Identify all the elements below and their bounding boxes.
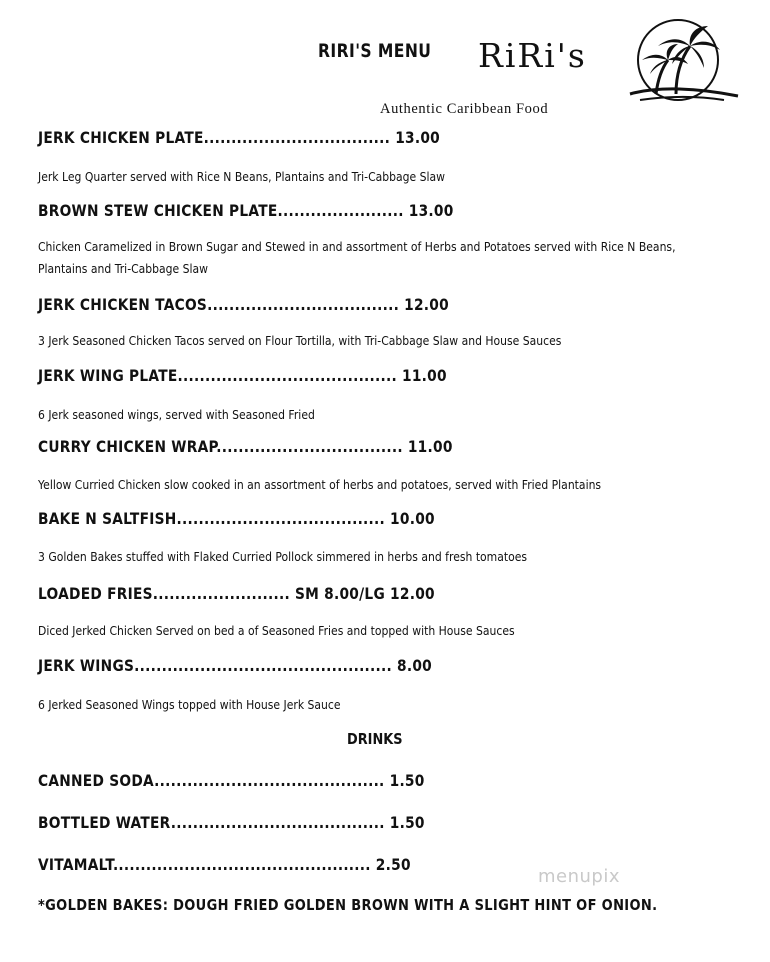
item-price: 13.00 (395, 128, 441, 147)
item-name: JERK CHICKEN TACOS (38, 295, 208, 314)
item-price: SM 8.00/LG 12.00 (294, 584, 435, 603)
menu-item-bake-n-saltfish (38, 509, 435, 528)
item-price: 13.00 (408, 201, 454, 220)
leader-dots: ......................... (152, 584, 290, 603)
item-description: 3 Golden Bakes stuffed with Flaked Curried Pollock simmered in herbs and fresh tomatoes (38, 549, 528, 564)
watermark: menupix (538, 866, 621, 887)
leader-dots: ........................................ (177, 366, 397, 385)
item-name: CANNED SODA (38, 771, 155, 790)
item-price: 12.00 (404, 295, 449, 314)
menu-item-jerk-wing-plate (38, 366, 447, 385)
item-name: BOTTLED WATER (38, 813, 171, 832)
brand-tagline: Authentic Caribbean Food (380, 101, 549, 117)
item-price: 11.00 (402, 366, 447, 385)
menu-title: RIRI'S MENU (318, 40, 432, 62)
item-name: CURRY CHICKEN WRAP (38, 437, 217, 456)
item-description: 6 Jerk seasoned wings, served with Seasoned Fried (38, 407, 315, 422)
leader-dots: ................................... (207, 295, 400, 314)
palm-trees-logo-icon (618, 16, 743, 112)
footnote: *GOLDEN BAKES: DOUGH FRIED GOLDEN BROWN WITH A SLIGHT HINT OF ONION. (38, 896, 658, 914)
item-price: 1.50 (389, 771, 425, 790)
item-price: 2.50 (375, 855, 411, 874)
leader-dots: .................................. (216, 437, 403, 456)
menu-item-curry-chicken-wrap (38, 437, 453, 456)
item-description: 3 Jerk Seasoned Chicken Tacos served on Flour Tortilla, with Tri-Cabbage Slaw and House Sauces (38, 333, 562, 348)
drink-item-canned-soda (38, 771, 425, 790)
item-description: Chicken Caramelized in Brown Sugar and Stewed in and assortment of Herbs and Potatoes served with Rice N Beans, Plantains and Tri-Cabbage Slaw (38, 239, 676, 276)
item-description: 6 Jerked Seasoned Wings topped with House Jerk Sauce (38, 697, 341, 712)
item-name: VITAMALT (38, 855, 113, 874)
leader-dots: ............................................... (112, 855, 371, 874)
leader-dots: ............................................... (134, 656, 392, 675)
item-description: Jerk Leg Quarter served with Rice N Beans, Plantains and Tri-Cabbage Slaw (38, 169, 446, 184)
menu-item-jerk-chicken-plate (38, 128, 440, 147)
item-description: Diced Jerked Chicken Served on bed a of Seasoned Fries and topped with House Sauces (38, 623, 515, 638)
drinks-heading: DRINKS (347, 730, 403, 748)
leader-dots: ....................................... (170, 813, 385, 832)
item-name: LOADED FRIES (38, 584, 153, 603)
item-name: BAKE N SALTFISH (38, 509, 177, 528)
item-name: JERK CHICKEN PLATE (38, 128, 204, 147)
menu-item-brown-stew-chicken-plate (38, 201, 454, 220)
item-price: 11.00 (407, 437, 453, 456)
menu-item-jerk-chicken-tacos (38, 295, 449, 314)
menu-item-jerk-wings (38, 656, 432, 675)
leader-dots: ....................... (277, 201, 404, 220)
leader-dots: ...................................... (176, 509, 385, 528)
item-price: 10.00 (390, 509, 435, 528)
menu-item-loaded-fries (38, 584, 435, 603)
item-description: Yellow Curried Chicken slow cooked in an assortment of herbs and potatoes, served with Fried Plantains (38, 477, 602, 492)
drink-item-vitamalt (38, 855, 411, 874)
item-name: JERK WING PLATE (38, 366, 178, 385)
item-price: 8.00 (397, 656, 433, 675)
brand-name: RiRi's (478, 36, 587, 75)
item-name: JERK WINGS (38, 656, 135, 675)
drink-item-bottled-water (38, 813, 425, 832)
item-name: BROWN STEW CHICKEN PLATE (38, 201, 278, 220)
leader-dots: .................................. (203, 128, 391, 147)
item-price: 1.50 (389, 813, 425, 832)
leader-dots: .......................................... (154, 771, 385, 790)
